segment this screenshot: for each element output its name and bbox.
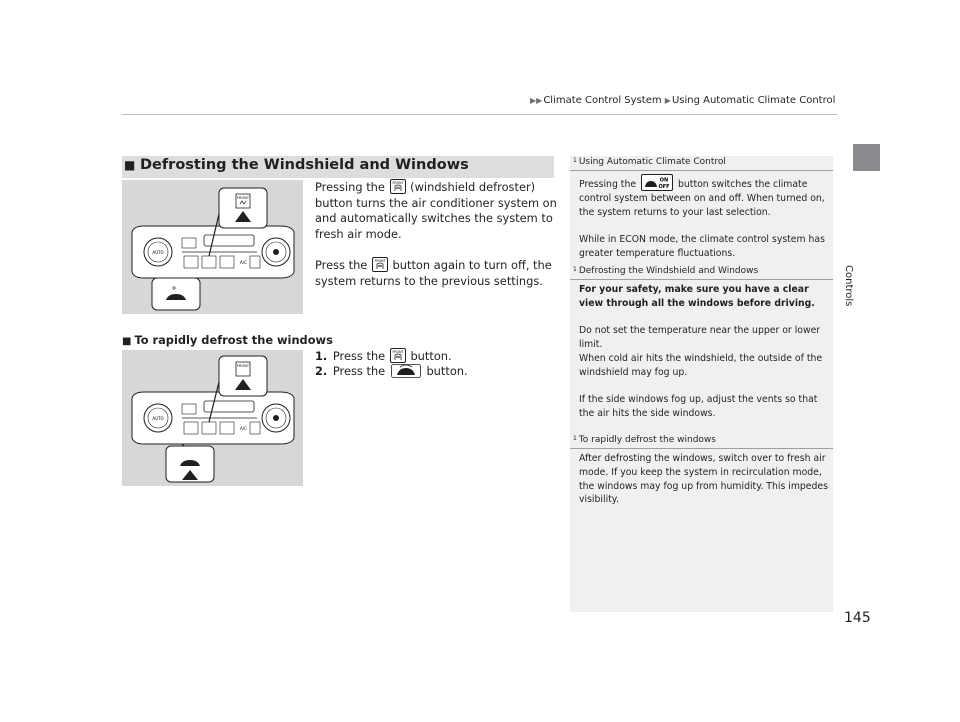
ac-label: A/C: [240, 426, 247, 431]
note-title-text: Using Automatic Climate Control: [578, 157, 726, 167]
front-defrost-button-icon: [390, 179, 406, 194]
note-ref-number: 1: [573, 266, 577, 273]
breadcrumb-arrow-icon: ▶▶: [530, 96, 543, 105]
auto-knob-label: AUTO: [152, 250, 164, 255]
front-defrost-button-icon: [390, 348, 406, 363]
section-heading: [122, 156, 554, 178]
step-1: [315, 348, 452, 365]
front-defrost-label: FRONT: [237, 196, 249, 200]
climate-panel-drawing: [122, 180, 303, 314]
fresh-air-button-icon: [391, 364, 421, 378]
breadcrumb-item[interactable]: Using Automatic Climate Control: [671, 95, 836, 106]
para-text: (windshield defroster) button turns the air conditioner system on and automatically switches the system to fresh air mode.: [315, 180, 557, 241]
step-text: Press the: [332, 364, 386, 378]
rapid-defrost-drawing: [122, 350, 303, 486]
note-text: While in ECON mode, the climate control system has greater temperature fluctuations.: [579, 234, 825, 259]
rapid-defrost-illustration: [122, 350, 303, 486]
chapter-tab[interactable]: [853, 144, 880, 171]
para-text: button again to turn off, the system returns to the previous settings.: [315, 258, 552, 288]
svg-text:OFF: OFF: [658, 184, 670, 190]
front-defrost-label: FRONT: [237, 364, 249, 368]
para-text: Pressing the: [315, 180, 385, 194]
subheading: [122, 333, 333, 347]
note-body: [579, 452, 829, 507]
step-text: button.: [426, 364, 468, 378]
header-divider: [122, 114, 837, 115]
note-text: Do not set the temperature near the upper or lower limit.: [579, 325, 821, 351]
note-ref-number: 1: [573, 157, 577, 164]
chapter-tab-label[interactable]: Controls: [843, 265, 854, 307]
svg-text:FRONT: FRONT: [392, 181, 403, 185]
section-title: Defrosting the Windshield and Windows: [140, 157, 469, 173]
note-body: [579, 174, 829, 261]
note-title: [573, 266, 758, 276]
svg-text:FRONT: FRONT: [392, 350, 404, 354]
note-divider: [570, 279, 833, 280]
breadcrumb-arrow-icon: ▶: [664, 96, 671, 105]
safety-warning: For your safety, make sure you have a clear view through all the windows before driving.: [579, 284, 815, 309]
defrost-off-description: [315, 257, 560, 289]
subheading-text: To rapidly defrost the windows: [134, 333, 333, 347]
breadcrumb: [530, 95, 835, 106]
subheading-bullet-icon: ■: [122, 336, 132, 347]
climate-on-off-button-icon: [641, 174, 673, 191]
note-ref-number: 1: [573, 435, 577, 442]
defrost-description: [315, 179, 560, 242]
svg-text:ON: ON: [659, 177, 669, 184]
para-text: Press the: [315, 258, 368, 272]
note-text: If the side windows fog up, adjust the vents so that the air hits the side windows.: [579, 394, 818, 420]
step-number: 1.: [315, 349, 328, 363]
note-title-text: To rapidly defrost the windows: [578, 435, 716, 445]
ac-label: A/C: [240, 260, 247, 265]
front-defrost-button-icon: [372, 257, 388, 272]
auto-knob-label: AUTO: [152, 416, 164, 421]
note-title: [573, 435, 716, 445]
note-body: [579, 283, 829, 421]
page-number: 145: [844, 610, 871, 626]
step-2: [315, 364, 468, 380]
climate-panel-illustration: [122, 180, 303, 314]
note-text: After defrosting the windows, switch over to fresh air mode. If you keep the system in recirculation mode, the windows may fog up from humidity. This impedes visibility.: [579, 453, 828, 506]
svg-text:FRONT: FRONT: [374, 259, 386, 263]
note-text: button switches the climate control system between on and off. When turned on, the system returns to your last selection.: [579, 179, 825, 218]
step-number: 2.: [315, 364, 328, 378]
note-text: Pressing the: [579, 179, 637, 190]
note-title-text: Defrosting the Windshield and Windows: [578, 266, 759, 276]
note-divider: [570, 170, 833, 171]
heading-bullet-icon: ■: [124, 158, 136, 172]
note-text: When cold air hits the windshield, the outside of the windshield may fog up.: [579, 352, 823, 378]
note-divider: [570, 448, 833, 449]
step-text: Press the: [332, 349, 386, 363]
step-text: button.: [410, 349, 452, 363]
note-title: [573, 157, 726, 167]
breadcrumb-item[interactable]: Climate Control System: [543, 95, 662, 106]
